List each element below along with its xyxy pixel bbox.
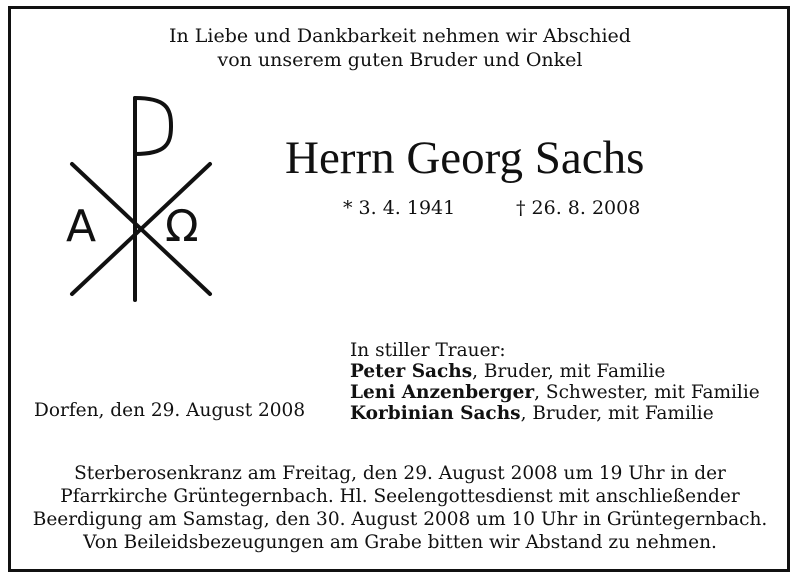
footer-line-1: Sterberosenkranz am Freitag, den 29. August 2008 um 19 Uhr in der [74,463,726,484]
mourner-name: Peter Sachs [350,361,473,382]
place-date: Dorfen, den 29. August 2008 [34,400,306,421]
footer-line-3: Beerdigung am Samstag, den 30. August 2008 um 10 Uhr in Grüntegernbach. [32,509,768,530]
omega-letter: Ω [165,201,199,252]
birth-date: * 3. 4. 1941 [343,197,456,219]
footer-line-4: Von Beileidsbezeugungen am Grabe bitten wir Abstand zu nehmen. [83,532,717,553]
mourner-relation: , Schwester, mit Familie [534,382,760,403]
funeral-details [0,462,800,554]
mourner-relation: , Bruder, mit Familie [520,403,714,424]
mourners-block [350,340,760,424]
death-date: † 26. 8. 2008 [516,197,641,219]
mourner-row [350,403,760,424]
deceased-name: Herrn Georg Sachs [285,132,645,184]
mourner-row [350,382,760,403]
mourners-heading: In stiller Trauer: [350,340,506,361]
intro-text [0,24,800,72]
mourner-row [350,361,760,382]
mourner-name: Korbinian Sachs [350,403,521,424]
alpha-letter: A [66,201,97,252]
chi-rho-alpha-omega-icon [58,92,228,302]
intro-line-2: von unserem guten Bruder und Onkel [217,49,583,71]
footer-line-2: Pfarrkirche Grüntegernbach. Hl. Seelengottesdienst mit anschließender [60,486,740,507]
mourner-name: Leni Anzenberger [350,382,535,403]
intro-line-1: In Liebe und Dankbarkeit nehmen wir Abschied [169,25,631,47]
mourner-relation: , Bruder, mit Familie [472,361,666,382]
